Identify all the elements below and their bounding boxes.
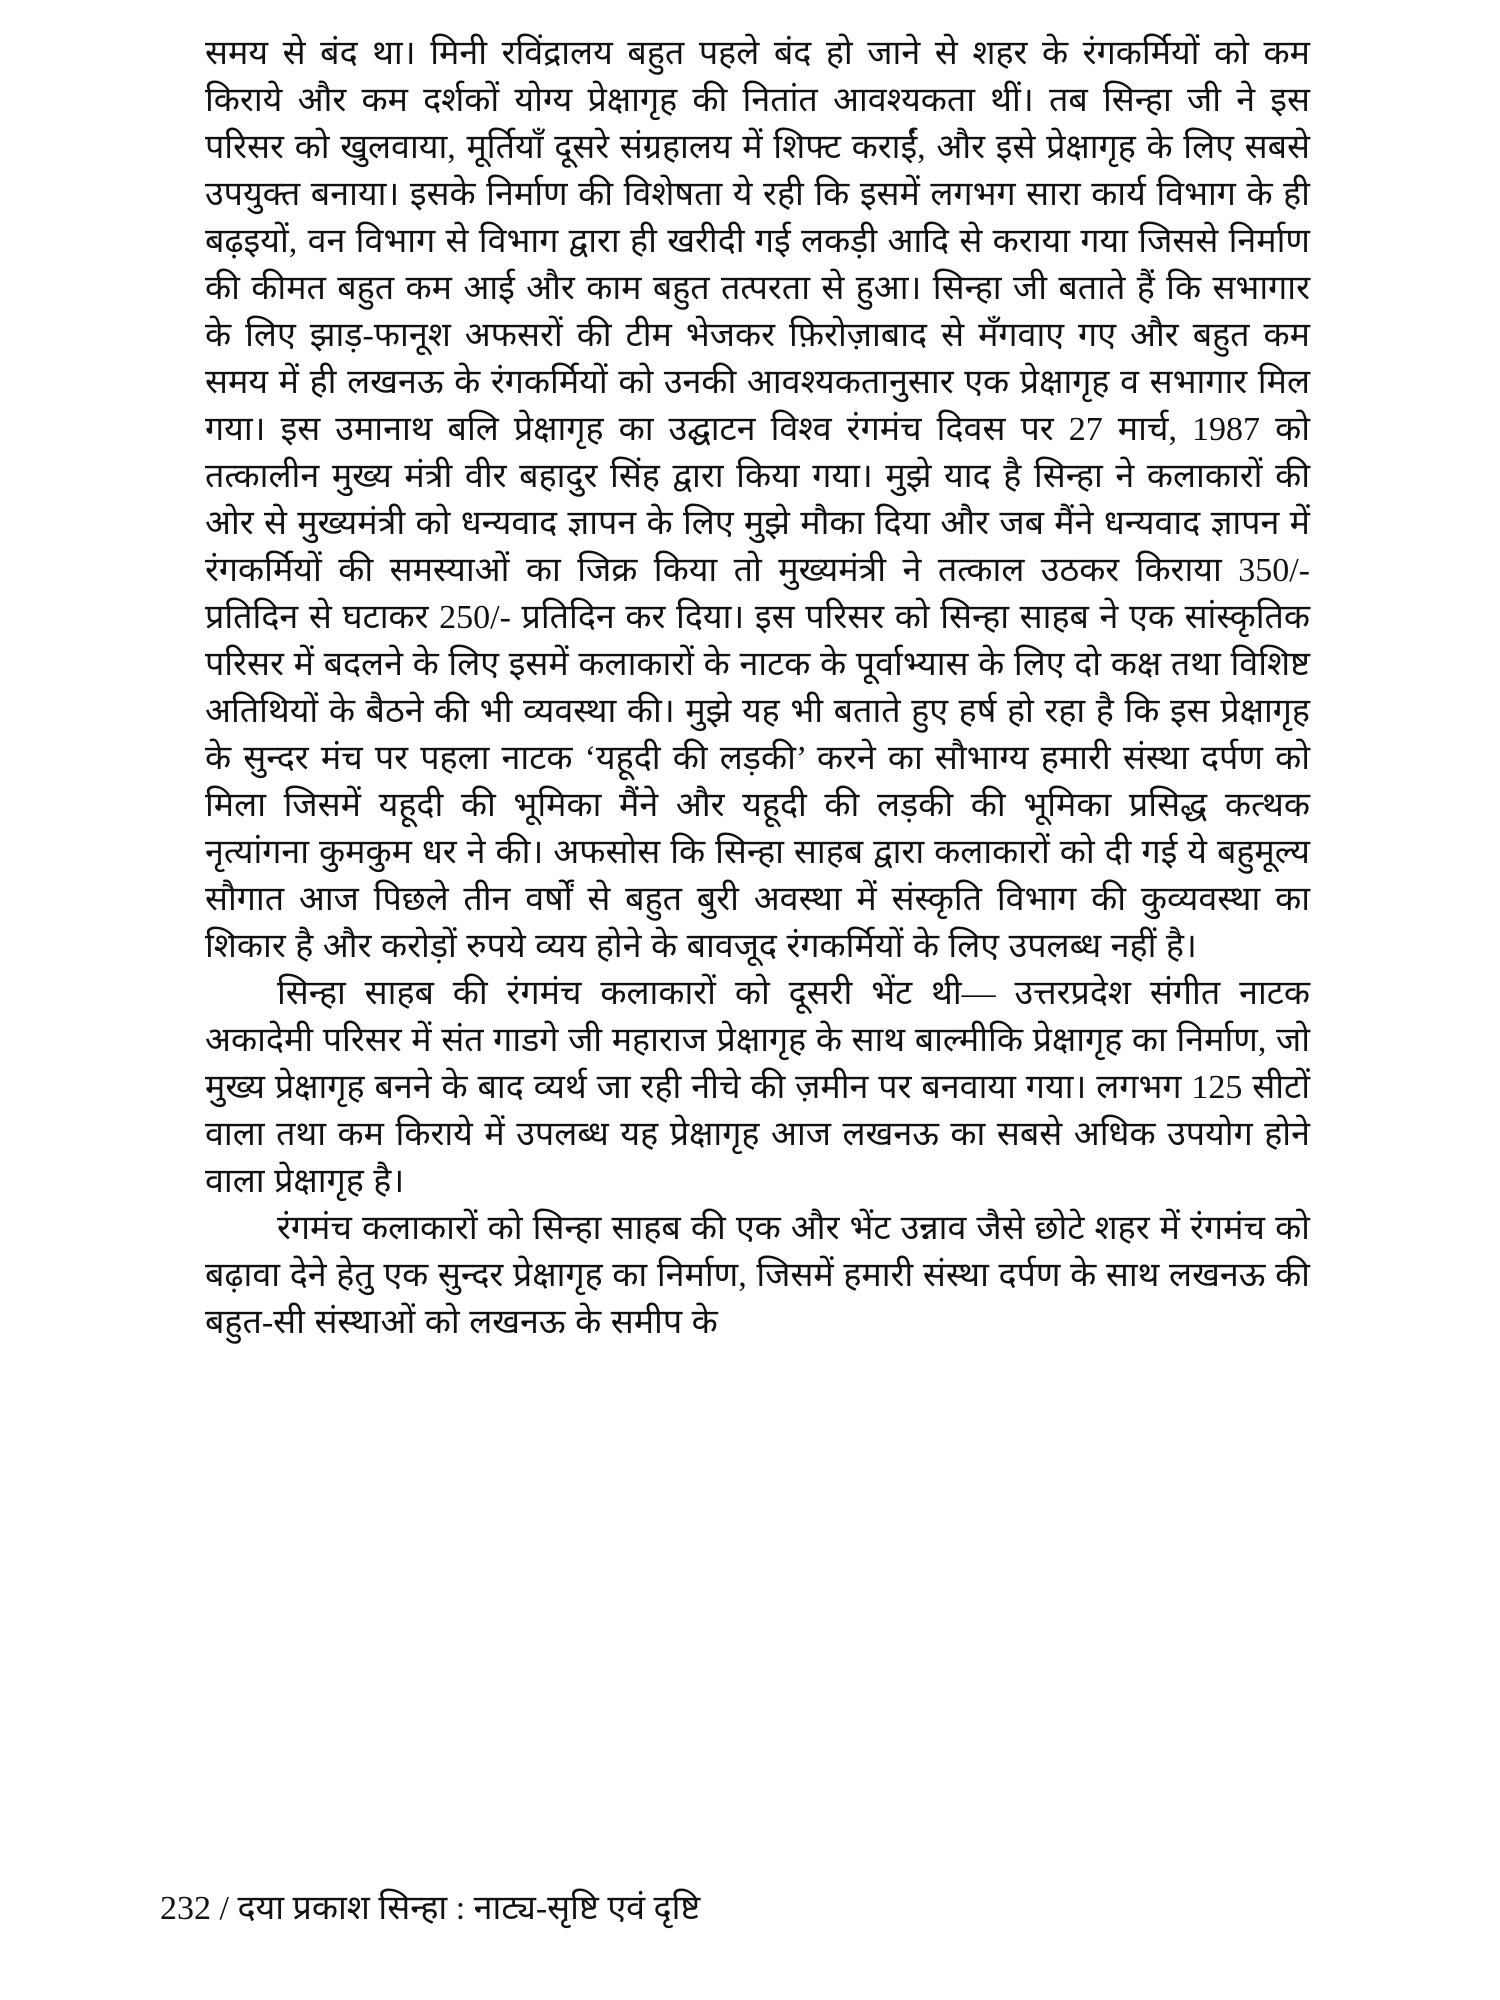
paragraph-second: सिन्हा साहब की रंगमंच कलाकारों को दूसरी भेंट थी— उत्तरप्रदेश संगीत नाटक अकादेमी परिसर में संत गाडगे जी महाराज प्रेक्षागृह के साथ बाल्मीकि प्रेक्षागृह का निर्माण, जो मुख्य प्रेक्षागृह बनने के बाद व्यर्थ जा रही नीचे की ज़मीन पर बनवाया गया। लगभग 125 सीटों वाला तथा कम किराये में उपलब्ध यह प्रेक्षागृह आज लखनऊ का सबसे अधिक उपयोग होने वाला प्रेक्षागृह है। [205, 975, 1310, 1200]
body-text [205, 30, 1310, 1346]
paragraph-third: रंगमंच कलाकारों को सिन्हा साहब की एक और भेंट उन्नाव जैसे छोटे शहर में रंगमंच को बढ़ावा देने हेतु एक सुन्दर प्रेक्षागृह का निर्माण, जिसमें हमारी संस्था दर्पण के साथ लखनऊ की बहुत-सी संस्थाओं को लखनऊ के समीप के [205, 1210, 1310, 1341]
page-footer-running-title: 232 / दया प्रकाश सिन्हा : नाट्य-सृष्टि एवं दृष्टि [160, 1890, 701, 1927]
paragraph-continued: समय से बंद था। मिनी रविंद्रालय बहुत पहले बंद हो जाने से शहर के रंगकर्मियों को कम किराये और कम दर्शकों योग्य प्रेक्षागृह की नितांत आवश्यकता थीं। तब सिन्हा जी ने इस परिसर को खुलवाया, मूर्तियाँ दूसरे संग्रहालय में शिफ्ट कराईं, और इसे प्रेक्षागृह के लिए सबसे उपयुक्त बनाया। इसके निर्माण की विशेषता ये रही कि इसमें लगभग सारा कार्य विभाग के ही बढ़इयों, वन विभाग से विभाग द्वारा ही खरीदी गई लकड़ी आदि से कराया गया जिससे निर्माण की कीमत बहुत कम आई और काम बहुत तत्परता से हुआ। सिन्हा जी बताते हैं कि सभागार के लिए झाड़-फानूश अफसरों की टीम भेजकर फ़िरोज़ाबाद से मँगवाए गए और बहुत कम समय में ही लखनऊ के रंगकर्मियों को उनकी आवश्यकतानुसार एक प्रेक्षागृह व सभागार मिल गया। इस उमानाथ बलि प्रेक्षागृह का उद्घाटन विश्व रंगमंच दिवस पर 27 मार्च, 1987 को तत्कालीन मुख्य मंत्री वीर बहादुर सिंह द्वारा किया गया। मुझे याद है सिन्हा ने कलाकारों की ओर से मुख्यमंत्री को धन्यवाद ज्ञापन के लिए मुझे मौका दिया और जब मैंने धन्यवाद ज्ञापन में रंगकर्मियों की समस्याओं का जिक्र किया तो मुख्यमंत्री ने तत्काल उठकर किराया 350/- प्रतिदिन से घटाकर 250/- प्रतिदिन कर दिया। इस परिसर को सिन्हा साहब ने एक सांस्कृतिक परिसर में बदलने के लिए इसमें कलाकारों के नाटक के पूर्वाभ्यास के लिए दो कक्ष तथा विशिष्ट अतिथियों के बैठने की भी व्यवस्था की। मुझे यह भी बताते हुए हर्ष हो रहा है कि इस प्रेक्षागृह के सुन्दर मंच पर पहला नाटक ‘यहूदी की लड़की’ करने का सौभाग्य हमारी संस्था दर्पण को मिला जिसमें यहूदी की भूमिका मैंने और यहूदी की लड़की की भूमिका प्रसिद्ध कत्थक नृत्यांगना कुमकुम धर ने की। अफसोस कि सिन्हा साहब द्वारा कलाकारों को दी गई ये बहुमूल्य सौगात आज पिछले तीन वर्षों से बहुत बुरी अवस्था में संस्कृति विभाग की कुव्यवस्था का शिकार है और करोड़ों रुपये व्यय होने के बावजूद रंगकर्मियों के लिए उपलब्ध नहीं है। [205, 35, 1310, 965]
